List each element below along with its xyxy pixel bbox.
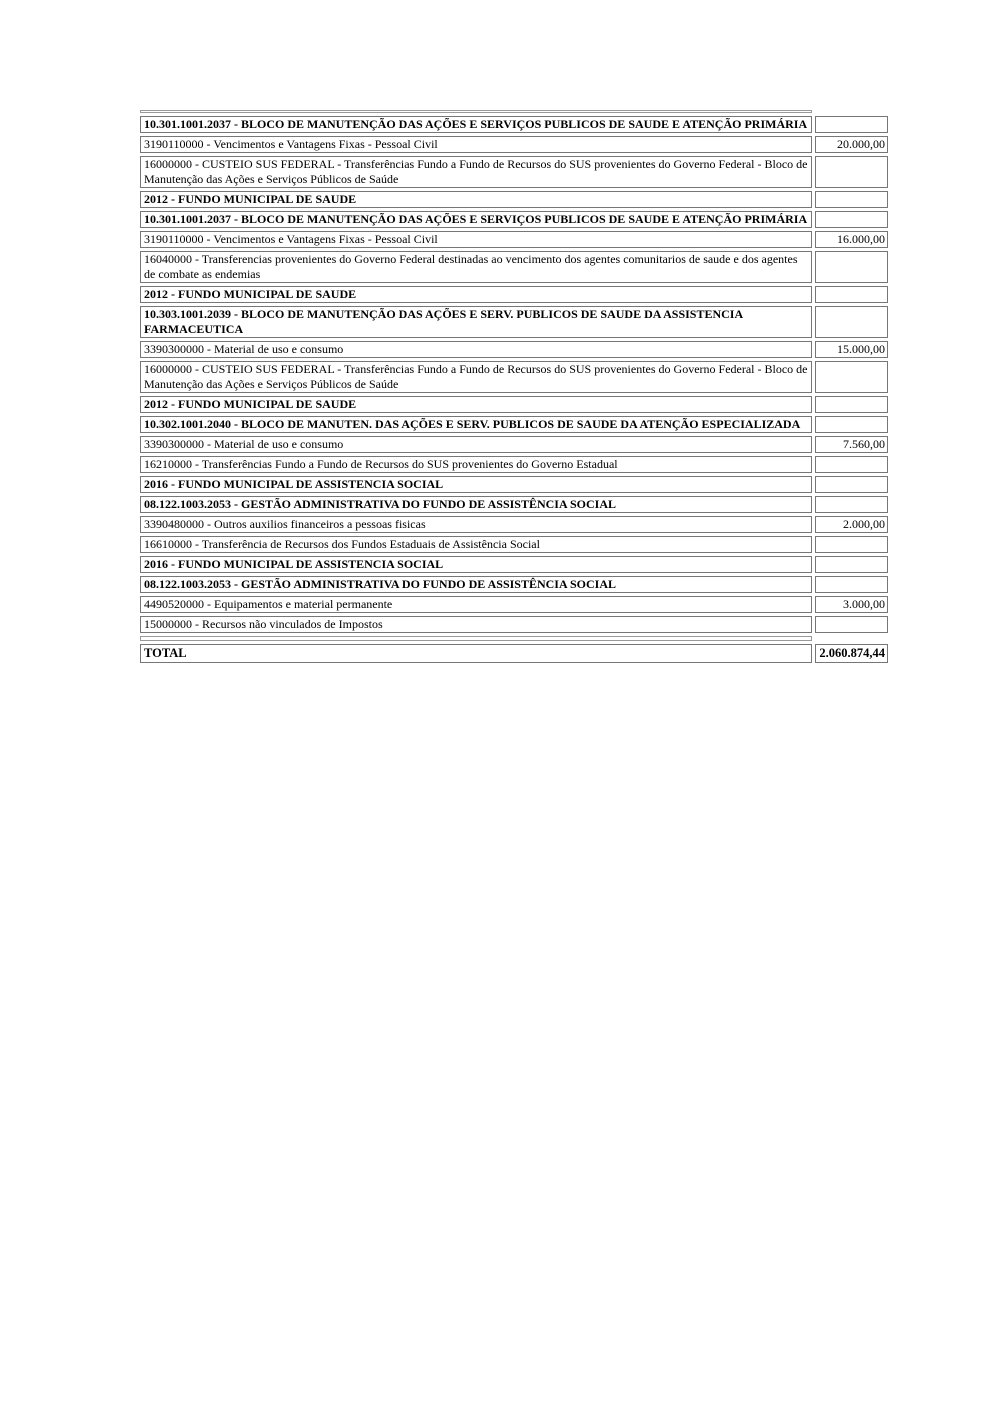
- row-label: 3390300000 - Material de uso e consumo: [140, 436, 812, 453]
- row-amount: 20.000,00: [815, 136, 888, 153]
- table-row: [140, 211, 888, 228]
- table-row: [140, 576, 888, 593]
- table-row: [140, 116, 888, 133]
- row-amount: [815, 116, 888, 133]
- table-row: [140, 456, 888, 473]
- row-label: 15000000 - Recursos não vinculados de Impostos: [140, 616, 812, 633]
- table-row: [140, 476, 888, 493]
- row-amount: [815, 361, 888, 393]
- table-row: [140, 436, 888, 453]
- row-label: 10.301.1001.2037 - BLOCO DE MANUTENÇÃO DAS AÇÕES E SERVIÇOS PUBLICOS DE SAUDE E ATENÇÃO PRIMÁRIA: [140, 116, 812, 133]
- row-label: 2012 - FUNDO MUNICIPAL DE SAUDE: [140, 396, 812, 413]
- row-label: 16610000 - Transferência de Recursos dos Fundos Estaduais de Assistência Social: [140, 536, 812, 553]
- budget-table: [137, 107, 891, 666]
- row-label: 10.302.1001.2040 - BLOCO DE MANUTEN. DAS AÇÕES E SERV. PUBLICOS DE SAUDE DA ATENÇÃO ESPECIALIZADA: [140, 416, 812, 433]
- table-row: [140, 286, 888, 303]
- row-amount: [815, 476, 888, 493]
- row-amount: [815, 251, 888, 283]
- row-label: [140, 636, 812, 641]
- row-amount: 15.000,00: [815, 341, 888, 358]
- row-amount: [815, 306, 888, 338]
- row-amount: [815, 416, 888, 433]
- row-amount: [815, 636, 888, 641]
- row-label: 3190110000 - Vencimentos e Vantagens Fixas - Pessoal Civil: [140, 231, 812, 248]
- row-amount: [815, 616, 888, 633]
- table-row: [140, 306, 888, 338]
- row-label: [140, 110, 812, 113]
- row-amount: 16.000,00: [815, 231, 888, 248]
- row-label: 10.303.1001.2039 - BLOCO DE MANUTENÇÃO DAS AÇÕES E SERV. PUBLICOS DE SAUDE DA ASSISTENCIA FARMACEUTICA: [140, 306, 812, 338]
- table-row: [140, 156, 888, 188]
- table-row: [140, 496, 888, 513]
- row-amount: [815, 576, 888, 593]
- row-label: 16210000 - Transferências Fundo a Fundo de Recursos do SUS provenientes do Governo Estadual: [140, 456, 812, 473]
- row-label: 16000000 - CUSTEIO SUS FEDERAL - Transferências Fundo a Fundo de Recursos do SUS provenientes do Governo Federal - Bloco de Manutenção das Ações e Serviços Públicos de Saúde: [140, 156, 812, 188]
- table-row: [140, 644, 888, 663]
- row-label: 2012 - FUNDO MUNICIPAL DE SAUDE: [140, 286, 812, 303]
- row-amount: [815, 536, 888, 553]
- table-row: [140, 396, 888, 413]
- row-amount: [815, 456, 888, 473]
- table-row: [140, 110, 888, 113]
- row-label: 2012 - FUNDO MUNICIPAL DE SAUDE: [140, 191, 812, 208]
- row-label: 3190110000 - Vencimentos e Vantagens Fixas - Pessoal Civil: [140, 136, 812, 153]
- row-amount: [815, 286, 888, 303]
- table-row: [140, 536, 888, 553]
- row-amount: [815, 156, 888, 188]
- row-label: 3390300000 - Material de uso e consumo: [140, 341, 812, 358]
- row-label: 10.301.1001.2037 - BLOCO DE MANUTENÇÃO DAS AÇÕES E SERVIÇOS PUBLICOS DE SAUDE E ATENÇÃO PRIMÁRIA: [140, 211, 812, 228]
- row-amount: [815, 556, 888, 573]
- row-label: 16000000 - CUSTEIO SUS FEDERAL - Transferências Fundo a Fundo de Recursos do SUS provenientes do Governo Federal - Bloco de Manutenção das Ações e Serviços Públicos de Saúde: [140, 361, 812, 393]
- table-row: [140, 191, 888, 208]
- table-row: [140, 596, 888, 613]
- row-label: 3390480000 - Outros auxilios financeiros a pessoas fisicas: [140, 516, 812, 533]
- row-amount: [815, 496, 888, 513]
- table-row: [140, 136, 888, 153]
- row-label: 08.122.1003.2053 - GESTÃO ADMINISTRATIVA DO FUNDO DE ASSISTÊNCIA SOCIAL: [140, 576, 812, 593]
- table-row: [140, 341, 888, 358]
- table-row: [140, 556, 888, 573]
- table-row: [140, 231, 888, 248]
- budget-table-body: [140, 110, 888, 663]
- table-row: [140, 616, 888, 633]
- table-row: [140, 416, 888, 433]
- table-row: [140, 636, 888, 641]
- total-amount: 2.060.874,44: [815, 644, 888, 663]
- row-amount: [815, 110, 888, 113]
- row-label: 4490520000 - Equipamentos e material permanente: [140, 596, 812, 613]
- table-row: [140, 361, 888, 393]
- row-label: 2016 - FUNDO MUNICIPAL DE ASSISTENCIA SOCIAL: [140, 556, 812, 573]
- total-label: TOTAL: [140, 644, 812, 663]
- table-row: [140, 251, 888, 283]
- table-row: [140, 516, 888, 533]
- row-amount: [815, 211, 888, 228]
- row-amount: 2.000,00: [815, 516, 888, 533]
- row-label: 08.122.1003.2053 - GESTÃO ADMINISTRATIVA DO FUNDO DE ASSISTÊNCIA SOCIAL: [140, 496, 812, 513]
- row-amount: [815, 396, 888, 413]
- row-amount: 3.000,00: [815, 596, 888, 613]
- row-label: 2016 - FUNDO MUNICIPAL DE ASSISTENCIA SOCIAL: [140, 476, 812, 493]
- row-label: 16040000 - Transferencias provenientes do Governo Federal destinadas ao vencimento dos agentes comunitarios de saude e dos agentes de combate as endemias: [140, 251, 812, 283]
- row-amount: 7.560,00: [815, 436, 888, 453]
- row-amount: [815, 191, 888, 208]
